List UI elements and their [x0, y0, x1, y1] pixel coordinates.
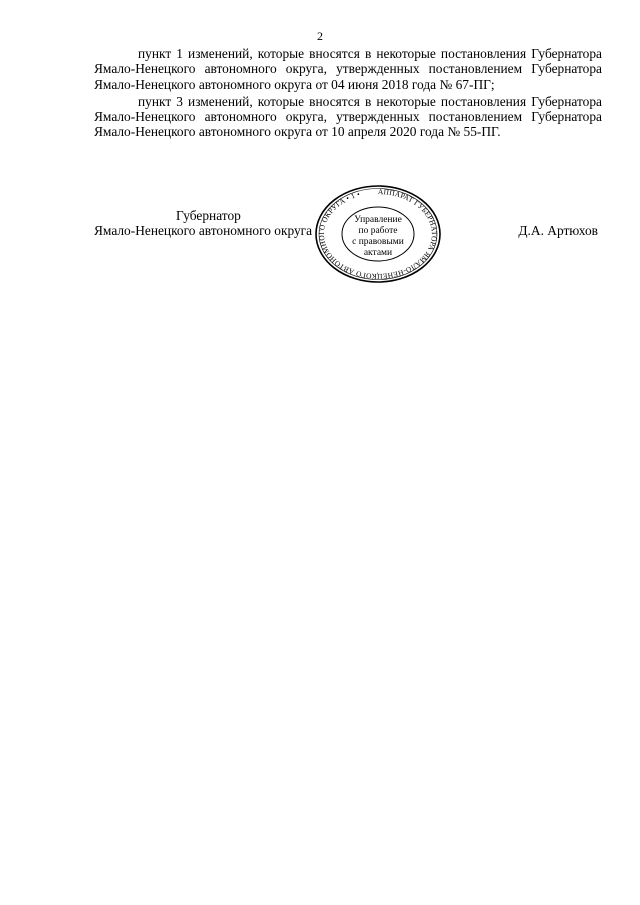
stamp-center-line-3: с правовыми — [352, 237, 404, 247]
page-number: 2 — [317, 29, 323, 43]
document-body — [94, 46, 602, 142]
stamp-center-line-1: Управление — [354, 215, 402, 225]
signatory-title-line2: Ямало-Ненецкого автономного округа — [94, 223, 313, 238]
stamp-center-line-2: по работе — [358, 226, 398, 236]
signatory-title-line1: Губернатор — [176, 208, 241, 223]
stamp-ring-text: АППАРАТ ГУБЕРНАТОРА ЯМАЛО-НЕНЕЦКОГО АВТОНОМНОГО ОКРУГА • 1 • — [316, 186, 439, 282]
signatory-name: Д.А. Артюхов — [518, 223, 598, 238]
stamp-center-line-4: актами — [363, 248, 393, 258]
stamp-seal-icon — [314, 184, 442, 284]
paragraph-2: пункт 3 изменений, которые вносятся в некоторые постановления Губернатора Ямало-Ненецкого автономного округа, утвержденных постановлением Губернатора Ямало-Ненецкого автономного округа от 10 апреля 2020 года № 55-ПГ. — [94, 93, 602, 140]
official-stamp — [314, 184, 442, 284]
paragraph-1: пункт 1 изменений, которые вносятся в некоторые постановления Губернатора Ямало-Ненецкого автономного округа, утвержденных постановлением Губернатора Ямало-Ненецкого автономного округа от 04 июня 2018 года № 67-ПГ; — [94, 46, 602, 92]
